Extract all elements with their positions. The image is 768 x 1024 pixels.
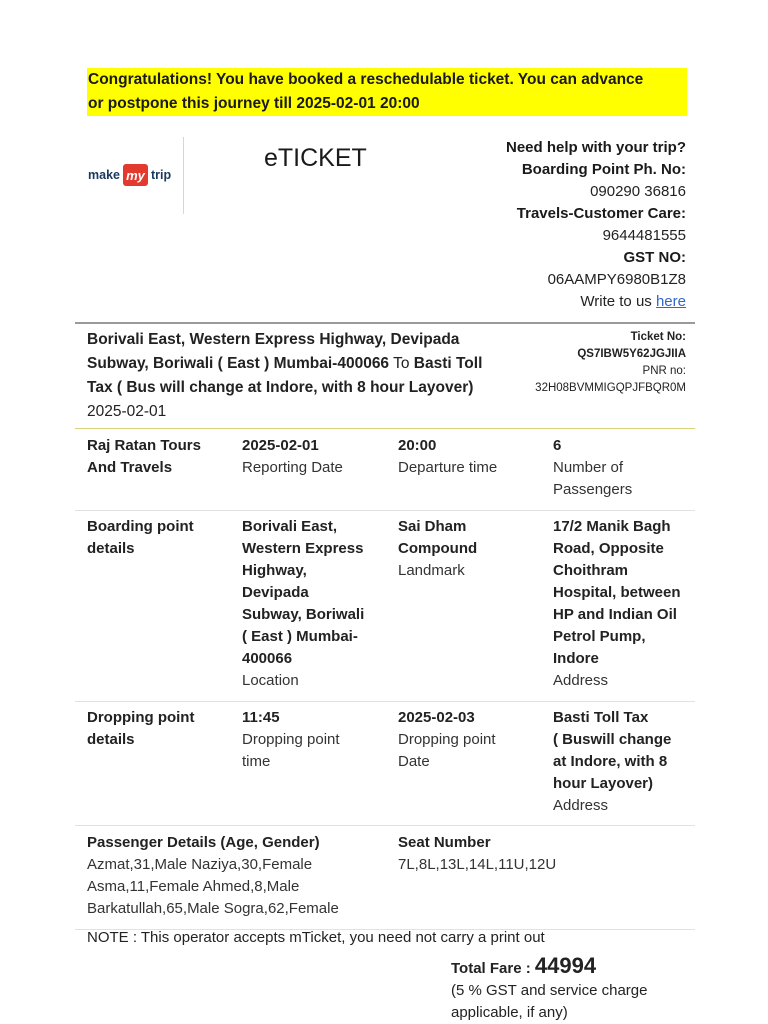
boarding-label-1: Boarding point	[87, 518, 194, 535]
total-fare-line	[451, 955, 647, 980]
write-to-us-text: Write to us	[580, 293, 652, 310]
dropping-label-2: details	[87, 731, 135, 748]
row-divider-2	[75, 701, 695, 702]
dropping-label-cell	[87, 707, 237, 751]
dropping-time-label-1: Dropping point	[242, 731, 340, 748]
passenger-line: Asma,11,Female Ahmed,8,Male	[87, 878, 300, 895]
seat-number-header: Seat Number	[398, 834, 491, 851]
boarding-location-line: Western Express	[242, 540, 364, 557]
operator-cell	[87, 435, 227, 479]
reschedule-banner	[87, 68, 687, 116]
pnr-label: PNR no:	[642, 365, 686, 377]
reporting-cell	[242, 435, 382, 479]
boarding-phone-value: 090290 36816	[590, 183, 686, 200]
boarding-address-line: Petrol Pump,	[553, 628, 646, 645]
boarding-phone-label: Boarding Point Ph. No:	[521, 161, 686, 178]
departure-time-value: 20:00	[398, 437, 437, 454]
header-separator	[75, 322, 695, 324]
dropping-address-line: Basti Toll Tax	[553, 709, 649, 726]
help-block	[506, 137, 686, 313]
banner-line-2: or postpone this journey till 2025-02-01 20:00	[88, 95, 420, 112]
passenger-count-label-2: Passengers	[553, 481, 633, 498]
boarding-landmark-line: Compound	[398, 540, 478, 557]
logo-my-badge: my	[123, 164, 148, 186]
boarding-landmark-line: Sai Dham	[398, 518, 467, 535]
boarding-location-cell	[242, 516, 392, 692]
passenger-details-header: Passenger Details (Age, Gender)	[87, 834, 320, 851]
pnr-value: 32H08BVMMIGQPJFBQR0M	[535, 382, 686, 394]
customer-care-value: 9644481555	[602, 227, 686, 244]
boarding-address-line: Road, Opposite	[553, 540, 664, 557]
dropping-date-cell	[398, 707, 548, 773]
help-title: Need help with your trip?	[505, 139, 686, 156]
dropping-address-line: ( Buswill change	[553, 731, 672, 748]
reporting-date-value: 2025-02-01	[242, 437, 319, 454]
boarding-landmark-cell	[398, 516, 548, 582]
boarding-location-line: Subway, Boriwali	[242, 606, 365, 623]
boarding-landmark-label: Landmark	[398, 562, 465, 579]
gst-note-2: applicable, if any)	[451, 1004, 568, 1021]
dropping-date-value: 2025-02-03	[398, 709, 475, 726]
logo-make: make	[88, 168, 120, 182]
seat-number-cell	[398, 832, 688, 876]
route-summary	[87, 328, 487, 424]
passenger-count-value: 6	[553, 437, 562, 454]
operator-name-1: Raj Ratan Tours	[87, 437, 201, 454]
seat-number-value: 7L,8L,13L,14L,11U,12U	[398, 856, 557, 873]
route-to: Basti Toll Tax ( Bus will change at Indore, with 8 hour Layover)	[87, 355, 483, 396]
dropping-address-line: at Indore, with 8	[553, 753, 668, 770]
dropping-address-line: hour Layover)	[553, 775, 654, 792]
write-to-us	[506, 291, 686, 313]
row-divider-3	[75, 825, 695, 826]
dropping-date-label-2: Date	[398, 753, 430, 770]
total-fare-amount: 44994	[534, 953, 597, 978]
row-divider-1	[75, 510, 695, 511]
boarding-address-line: 17/2 Manik Bagh	[553, 518, 671, 535]
boarding-location-label: Location	[242, 672, 299, 689]
route-date: 2025-02-01	[87, 403, 167, 420]
boarding-location-line: ( East ) Mumbai-	[242, 628, 358, 645]
boarding-location-line: Borivali East,	[242, 518, 338, 535]
gst-label: GST NO:	[623, 249, 686, 266]
passenger-line: Azmat,31,Male Naziya,30,Female	[87, 856, 313, 873]
boarding-address-cell	[553, 516, 703, 692]
reporting-date-label: Reporting Date	[242, 459, 343, 476]
boarding-location-line: Highway,	[242, 562, 307, 579]
boarding-label-cell	[87, 516, 237, 560]
dropping-time-value: 11:45	[242, 709, 280, 726]
boarding-address-line: Indore	[553, 650, 599, 667]
write-to-us-link[interactable]: here	[655, 293, 686, 310]
passenger-count-cell	[553, 435, 693, 501]
logo-trip: trip	[150, 168, 172, 182]
mticket-note: NOTE : This operator accepts mTicket, you need not carry a print out	[87, 929, 545, 946]
boarding-address-label: Address	[553, 672, 609, 689]
ticket-no-label: Ticket No:	[630, 331, 686, 343]
ticket-no-value: QS7IBW5Y62JGJIIA	[577, 348, 686, 360]
operator-name-2: And Travels	[87, 459, 173, 476]
boarding-location-line: 400066	[242, 650, 293, 667]
departure-time-label: Departure time	[398, 459, 498, 476]
header-divider	[183, 137, 184, 214]
dropping-time-cell	[242, 707, 392, 773]
dropping-date-label-1: Dropping point	[398, 731, 496, 748]
dropping-address-label: Address	[553, 797, 609, 814]
makemytrip-logo	[88, 164, 171, 186]
customer-care-label: Travels-Customer Care:	[516, 205, 686, 222]
gst-note-1: (5 % GST and service charge	[451, 982, 648, 999]
passenger-count-label-1: Number of	[553, 459, 624, 476]
departure-cell	[398, 435, 538, 479]
total-fare-label: Total Fare :	[451, 960, 531, 977]
boarding-address-line: Choithram	[553, 562, 628, 579]
boarding-location-line: Devipada	[242, 584, 309, 601]
fare-block	[451, 955, 647, 1024]
boarding-label-2: details	[87, 540, 135, 557]
boarding-address-line: HP and Indian Oil	[553, 606, 677, 623]
gst-value: 06AAMPY6980B1Z8	[547, 271, 686, 288]
dropping-address-cell	[553, 707, 703, 817]
boarding-address-line: Hospital, between	[553, 584, 681, 601]
passenger-line: Barkatullah,65,Male Sogra,62,Female	[87, 900, 339, 917]
dropping-time-label-2: time	[242, 753, 271, 770]
ticket-info	[535, 329, 686, 397]
route-separator	[75, 428, 695, 429]
route-from: Borivali East, Western Express Highway, Devipada Subway, Boriwali ( East ) Mumbai-400066	[87, 331, 460, 372]
banner-line-1: Congratulations! You have booked a reschedulable ticket. You can advance	[88, 71, 644, 88]
page-title: eTICKET	[264, 144, 367, 172]
route-to-word: To	[393, 355, 410, 372]
dropping-label-1: Dropping point	[87, 709, 195, 726]
passenger-details-cell	[87, 832, 387, 920]
